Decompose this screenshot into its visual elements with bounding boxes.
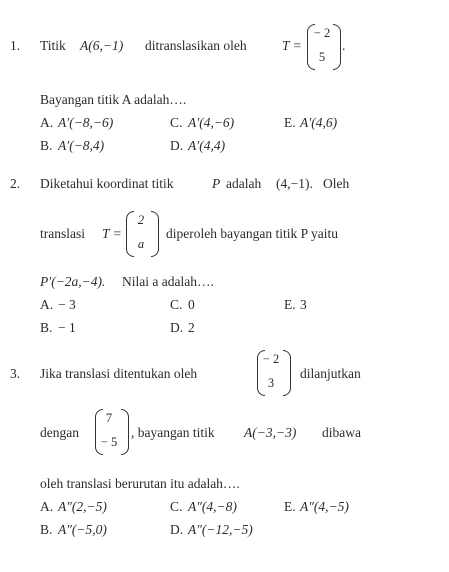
vector-top: − 2	[262, 352, 280, 366]
point-label: A(−3,−3)	[244, 425, 297, 440]
option-value: A″(4,−8)	[188, 499, 237, 514]
option-value: A″(−12,−5)	[188, 522, 253, 537]
question-number: 3.	[10, 366, 21, 381]
option-value: − 1	[58, 320, 76, 335]
period: .	[342, 38, 346, 53]
question-text: ditranslasikan oleh	[145, 38, 247, 53]
translation-label: T =	[102, 226, 122, 241]
question-text: , bayangan titik	[131, 425, 215, 440]
question-text: Diketahui koordinat titik	[40, 176, 174, 191]
question-text: Jika translasi ditentukan oleh	[40, 366, 198, 381]
option-value: A′(4,6)	[300, 115, 338, 130]
vector-top: 7	[105, 411, 113, 425]
question-text: Titik	[40, 38, 66, 53]
option-value: A″(4,−5)	[300, 499, 349, 514]
option-value: A″(2,−5)	[58, 499, 107, 514]
point-label: P	[212, 176, 221, 191]
option-value: A′(−8,4)	[58, 138, 105, 153]
option-letter: A.	[40, 115, 54, 130]
coordinate: (4,−1).	[276, 176, 313, 191]
vector-bottom: − 5	[100, 435, 118, 449]
question-text: oleh translasi berurutan itu adalah….	[40, 476, 240, 491]
option-letter: B.	[40, 522, 53, 537]
option-letter: E.	[284, 115, 296, 130]
option-letter: C.	[170, 115, 183, 130]
question-text: diperoleh bayangan titik P yaitu	[166, 226, 338, 241]
right-bracket	[283, 350, 291, 396]
right-bracket	[121, 409, 129, 455]
option-letter: E.	[284, 499, 296, 514]
vector-top: 2	[137, 213, 145, 227]
option-letter: A.	[40, 297, 54, 312]
option-letter: E.	[284, 297, 296, 312]
question-text: dengan	[40, 425, 79, 440]
right-bracket	[333, 24, 341, 70]
question-text: dilanjutkan	[300, 366, 361, 381]
option-letter: D.	[170, 522, 184, 537]
option-letter: A.	[40, 499, 54, 514]
option-letter: B.	[40, 138, 53, 153]
vector-bottom: 3	[267, 376, 275, 390]
option-value: 3	[300, 297, 307, 312]
option-value: 0	[188, 297, 195, 312]
question-text: dibawa	[322, 425, 361, 440]
vector-top: − 2	[313, 26, 331, 40]
question-text: Nilai a adalah….	[122, 274, 214, 289]
option-letter: D.	[170, 320, 184, 335]
vector-bottom: a	[137, 237, 145, 251]
option-letter: D.	[170, 138, 184, 153]
vector-bottom: 5	[318, 50, 326, 64]
point-label: A(6,−1)	[80, 38, 124, 53]
translation-label: T =	[282, 38, 302, 53]
question-text: translasi	[40, 226, 85, 241]
question-text: adalah	[226, 176, 262, 191]
option-letter: C.	[170, 297, 183, 312]
question-number: 2.	[10, 176, 21, 191]
question-text: Oleh	[323, 176, 350, 191]
point-label: P′(−2a,−4).	[40, 274, 106, 289]
option-letter: B.	[40, 320, 53, 335]
option-value: A′(4,4)	[188, 138, 226, 153]
option-value: A″(−5,0)	[58, 522, 107, 537]
question-subtext: Bayangan titik A adalah….	[40, 92, 187, 107]
right-bracket	[151, 211, 159, 257]
option-value: A′(−8,−6)	[58, 115, 114, 130]
question-number: 1.	[10, 38, 21, 53]
option-value: 2	[188, 320, 195, 335]
option-value: − 3	[58, 297, 76, 312]
cut-off-edge	[0, 558, 449, 572]
option-letter: C.	[170, 499, 183, 514]
option-value: A′(4,−6)	[188, 115, 235, 130]
